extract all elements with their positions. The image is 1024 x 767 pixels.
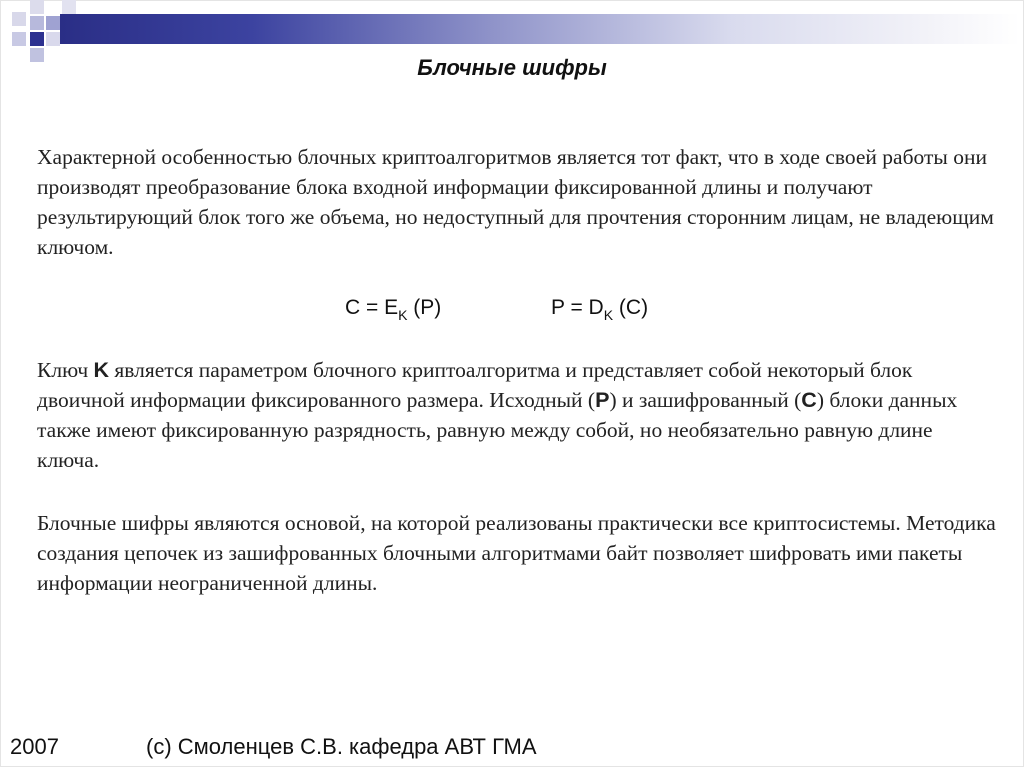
deco-square <box>46 16 60 30</box>
symbol-plaintext: P <box>595 388 610 412</box>
deco-square <box>12 32 26 46</box>
formula-decryption-lhs: P = D <box>551 296 604 319</box>
formula-decryption-rhs: (C) <box>613 296 649 319</box>
formula-encryption-subscript: K <box>398 307 408 323</box>
deco-square <box>30 32 44 46</box>
header-gradient-bar <box>60 14 1020 44</box>
deco-square <box>30 16 44 30</box>
formula-encryption <box>345 296 441 323</box>
footer-author: (c) Смоленцев С.В. кафедра АВТ ГМА <box>146 734 537 759</box>
formula-encryption-rhs: (P) <box>407 296 442 319</box>
paragraph-definition: Характерной особенностью блочных криптоалгоритмов является тот факт, что в ходе своей работы они производят преобразование блока входной информации фиксированной длины и получают результирующий блок того же объема, но недоступный для прочтения сторонним лицам, не владеющим ключом. <box>37 145 994 259</box>
deco-square <box>62 0 76 14</box>
paragraph-key-part4: ) блоки данных также имеют фиксированную разрядность, равную между собой, но необязательно равную длине ключа. <box>37 388 958 472</box>
paragraph-key-part1: Ключ <box>37 358 94 382</box>
footer-year: 2007 <box>10 734 59 759</box>
deco-square <box>30 0 44 14</box>
paragraph-conclusion: Блочные шифры являются основой, на которой реализованы практически все криптосистемы. Методика создания цепочек из зашифрованных блочными алгоритмами байт позволяет шифровать ими пакеты информации неограниченной длины. <box>37 511 996 595</box>
formula-encryption-lhs: C = E <box>345 296 399 319</box>
paragraph-key-part3: ) и зашифрованный ( <box>609 388 802 412</box>
paragraph-key-part2: является параметром блочного криптоалгоритма и представляет собой некоторый блок двоичной информации фиксированного размера. Исходный ( <box>37 358 913 412</box>
deco-square <box>46 32 60 46</box>
symbol-ciphertext: C <box>801 388 817 412</box>
symbol-key: K <box>93 358 110 382</box>
formula-decryption-subscript: K <box>603 307 614 323</box>
deco-square <box>12 12 26 26</box>
formula-decryption <box>551 296 648 323</box>
paragraph-key <box>37 355 997 475</box>
slide-title: Блочные шифры <box>417 55 607 80</box>
